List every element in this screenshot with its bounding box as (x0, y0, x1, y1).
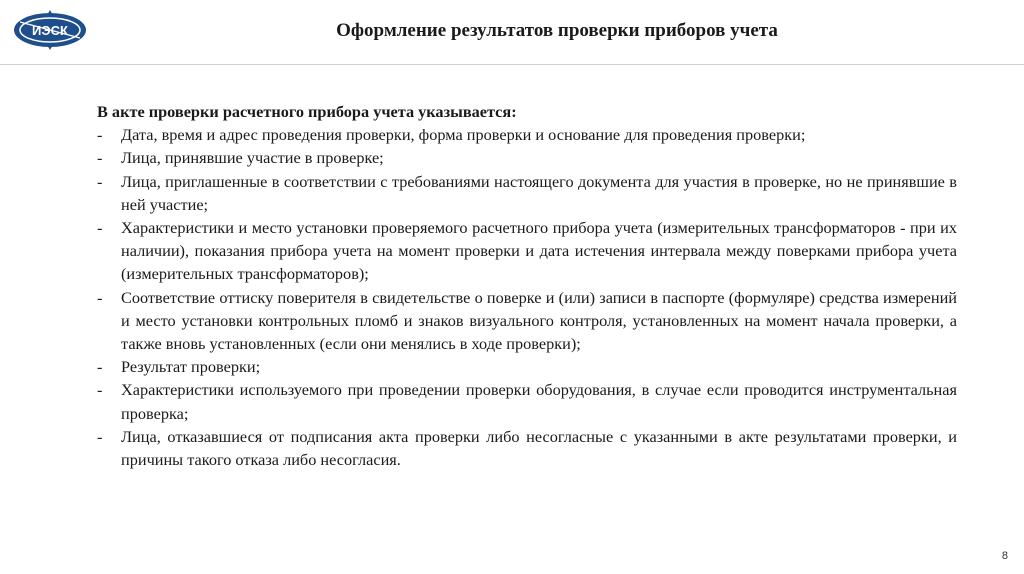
list-bullet: - (97, 357, 103, 377)
list-bullet: - (97, 287, 103, 307)
logo-emblem-icon (10, 8, 90, 52)
list-bullet: - (97, 426, 103, 446)
slide-header (0, 0, 1024, 65)
list-item (97, 146, 957, 169)
page-number: 8 (1001, 550, 1008, 562)
list-item (97, 425, 957, 471)
list-item-text: Характеристики используемого при проведении проверки оборудования, в случае если проводится инструментальная проверка; (121, 380, 957, 423)
list-item-text: Лица, принявшие участие в проверке; (121, 148, 384, 168)
list-item (97, 123, 957, 146)
list-item-text: Лица, приглашенные в соответствии с требованиями настоящего документа для участия в проверке, но не принявшие в ней участие; (121, 171, 957, 214)
list-bullet: - (97, 125, 103, 145)
list-item-text: Соответствие оттиску поверителя в свидетельстве о поверке и (или) записи в паспорте (формуляре) средства измерений и место установки контрольных пломб и знаков визуального контроля, установленных на момент начала проверки, а также вновь установленных (если они менялись в ходе проверки); (121, 287, 957, 354)
list-item-text: Дата, время и адрес проведения проверки, форма проверки и основание для проведения проверки; (121, 125, 806, 145)
list-item-text: Характеристики и место установки проверяемого расчетного прибора учета (измерительных трансформаторов - при их наличии), показания прибора учета на момент проверки и дата истечения интервала между поверками прибора учета (измерительных трансформаторов); (121, 218, 957, 284)
list-item (97, 355, 957, 378)
page-title: Оформление результатов проверки приборов учета (336, 20, 778, 41)
list-bullet: - (97, 171, 103, 191)
company-logo (10, 8, 90, 52)
list-item (97, 286, 957, 356)
content-heading: В акте проверки расчетного прибора учета указывается: (97, 102, 517, 121)
list-item (97, 170, 957, 216)
list-item (97, 378, 957, 424)
list-item (97, 216, 957, 286)
list-item-text: Лица, отказавшиеся от подписания акта проверки либо несогласные с указанными в акте результатами проверки, и причины такого отказа либо несогласия. (121, 426, 957, 470)
slide-content (97, 100, 957, 471)
requirements-list (97, 123, 957, 471)
list-bullet: - (97, 218, 103, 238)
list-bullet: - (97, 380, 103, 400)
list-bullet: - (97, 148, 103, 168)
logo-text: ИЭСК (32, 23, 68, 38)
list-item-text: Результат проверки; (121, 357, 261, 377)
